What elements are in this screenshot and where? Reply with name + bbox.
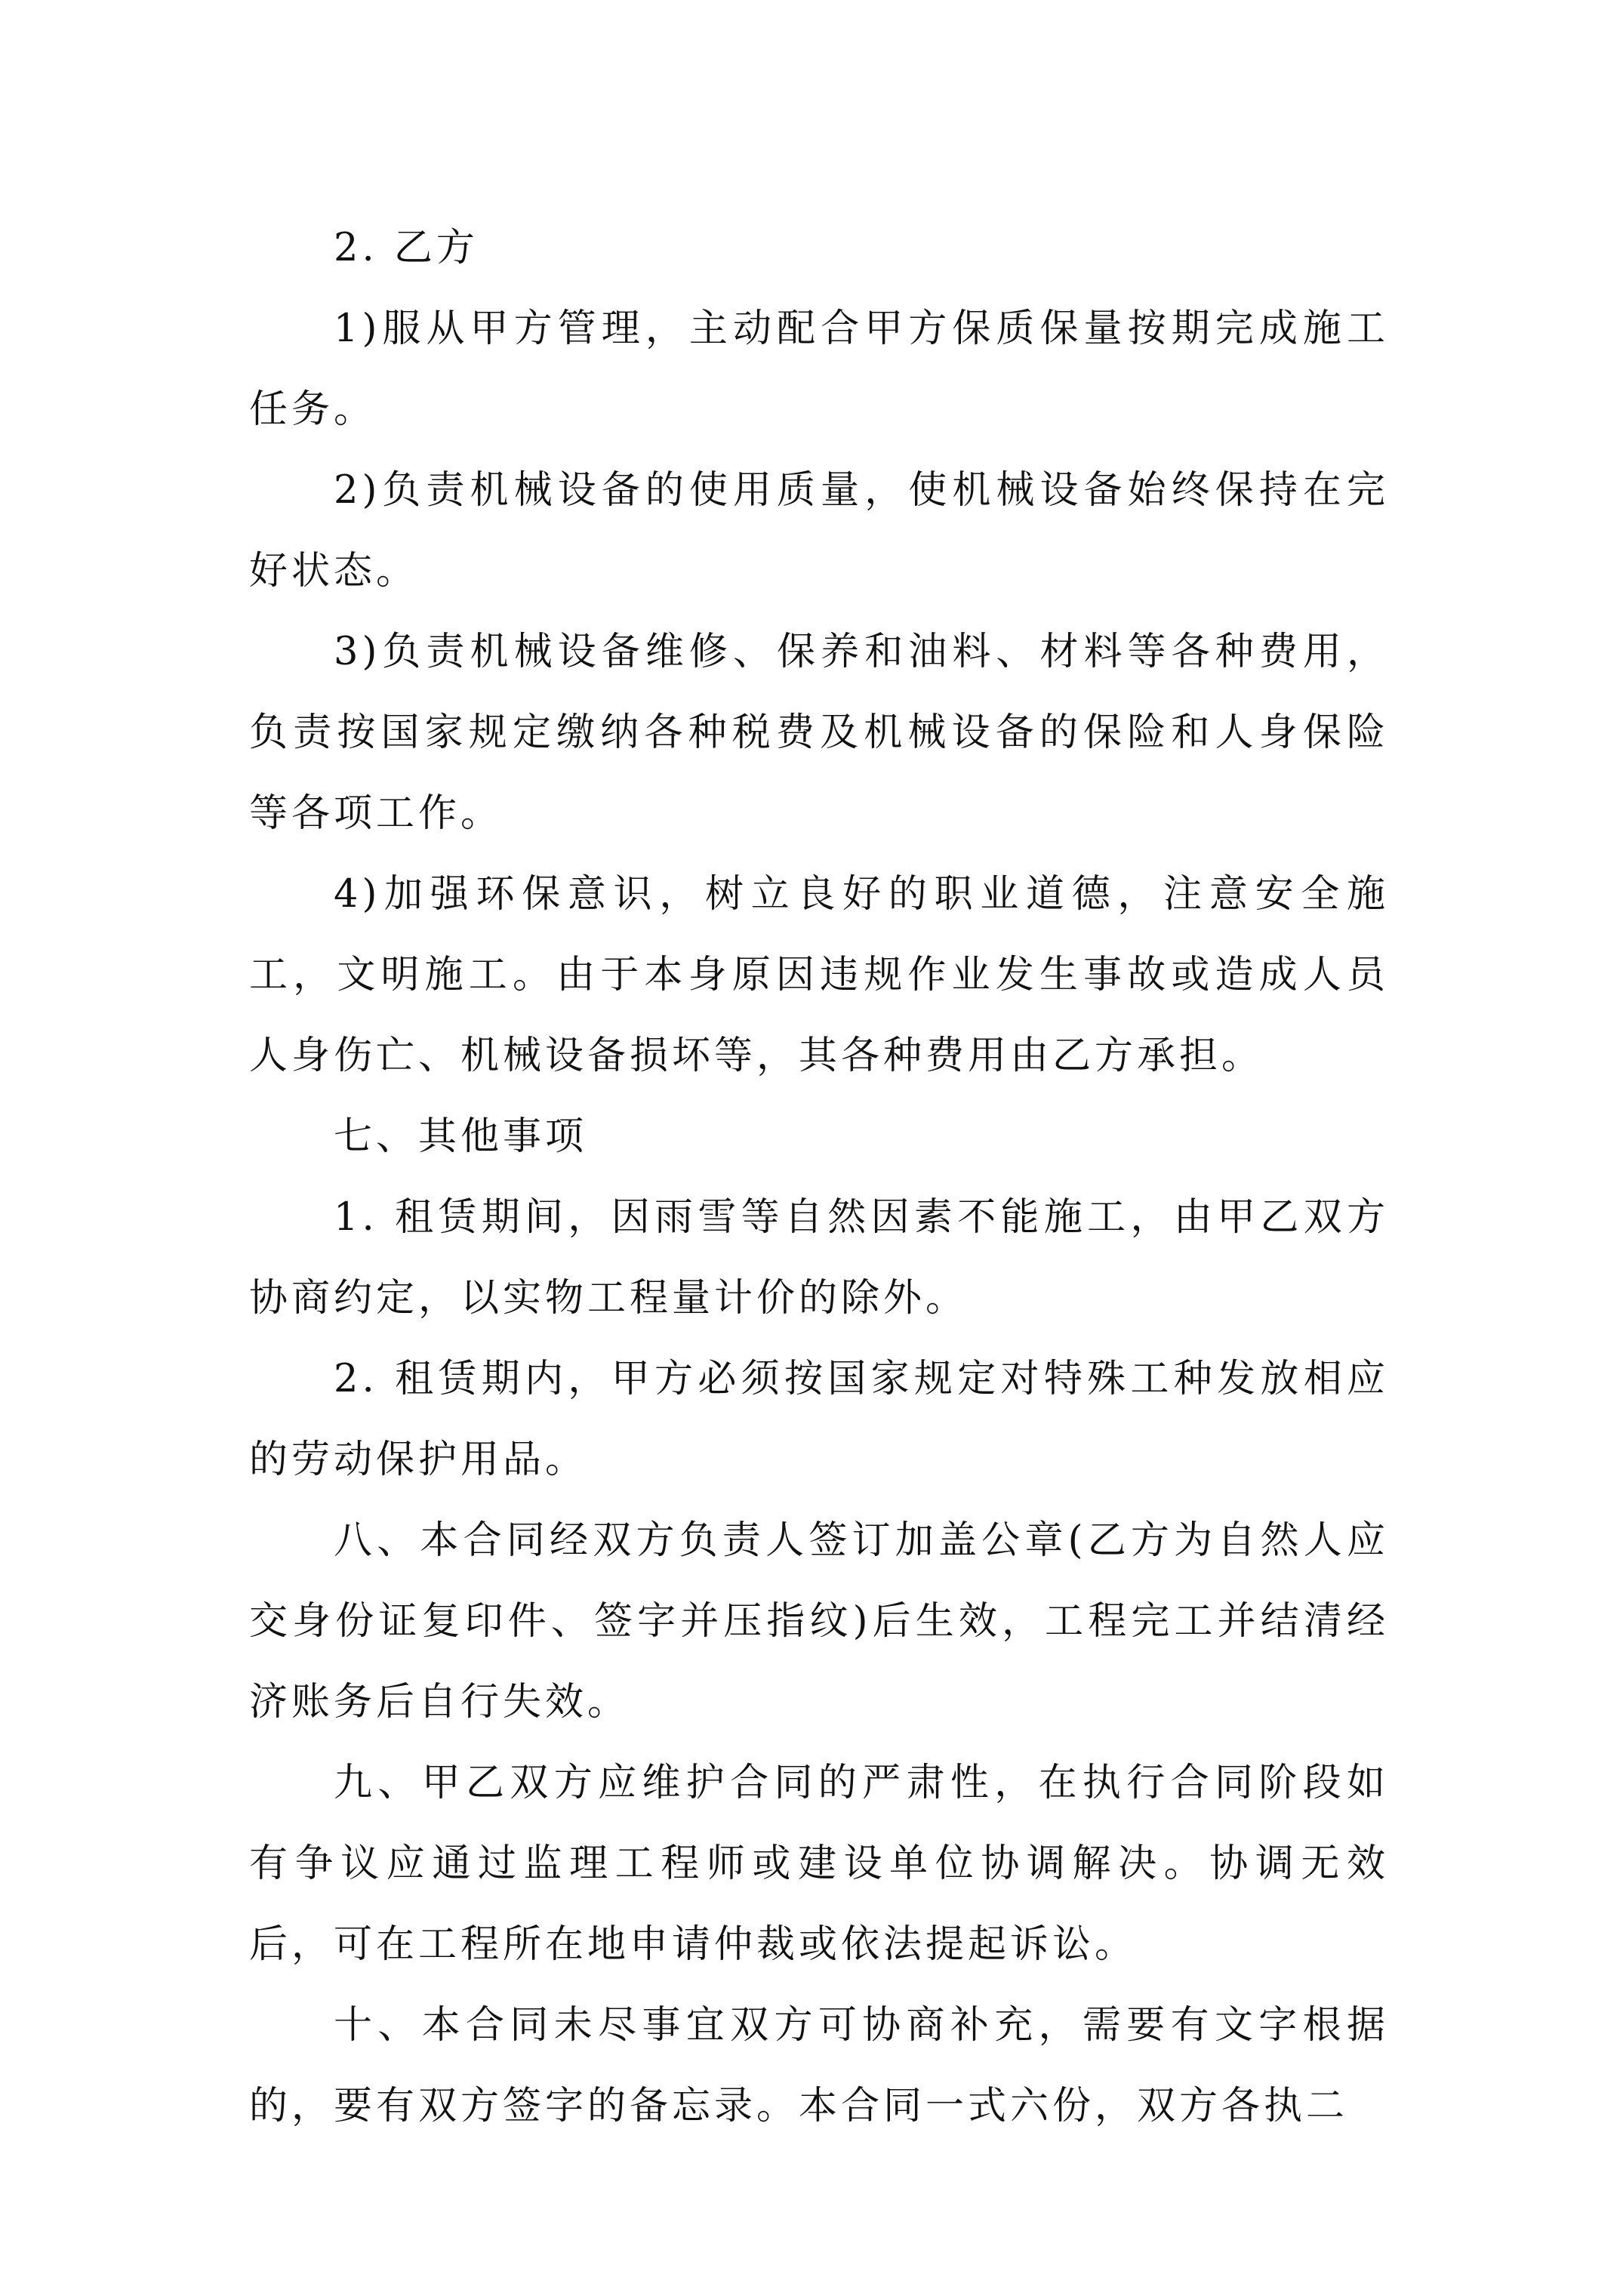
paragraph-party-b-item-2: 2)负责机械设备的使用质量，使机械设备始终保持在完好状态。 (249, 468, 1389, 593)
section-heading-other-matters: 七、其他事项 (334, 1114, 588, 1159)
paragraph-section-eight: 八、本合同经双方负责人签订加盖公章(乙方为自然人应交身份证复印件、签字并压指纹)后生效，工程完工并结清经济账务后自行失效。 (249, 1518, 1389, 1724)
paragraph-party-b-item-3: 3)负责机械设备维修、保养和油料、材料等各种费用，负责按国家规定缴纳各种税费及机械设备的保险和人身保险等各项工作。 (249, 630, 1389, 836)
paragraph-party-b-heading: 2. 乙方 (334, 226, 479, 270)
paragraph-other-matters-1: 1. 租赁期间，因雨雪等自然因素不能施工，由甲乙双方协商约定，以实物工程量计价的除外。 (249, 1195, 1389, 1321)
paragraph-party-b-item-4: 4)加强环保意识，树立良好的职业道德，注意安全施工，文明施工。由于本身原因违规作业发生事故或造成人员人身伤亡、机械设备损坏等，其各种费用由乙方承担。 (249, 872, 1389, 1078)
paragraph-section-nine: 九、甲乙双方应维护合同的严肃性，在执行合同阶段如有争议应通过监理工程师或建设单位协调解决。协调无效后，可在工程所在地申请仲裁或依法提起诉讼。 (249, 1761, 1389, 1967)
paragraph-other-matters-2: 2. 租赁期内，甲方必须按国家规定对特殊工种发放相应的劳动保护用品。 (249, 1357, 1389, 1482)
paragraph-section-ten: 十、本合同未尽事宜双方可协商补充，需要有文字根据的，要有双方签字的备忘录。本合同一式六份，双方各执二 (249, 2003, 1389, 2128)
paragraph-party-b-item-1: 1)服从甲方管理，主动配合甲方保质保量按期完成施工任务。 (249, 307, 1389, 432)
document-body (249, 208, 1389, 2147)
